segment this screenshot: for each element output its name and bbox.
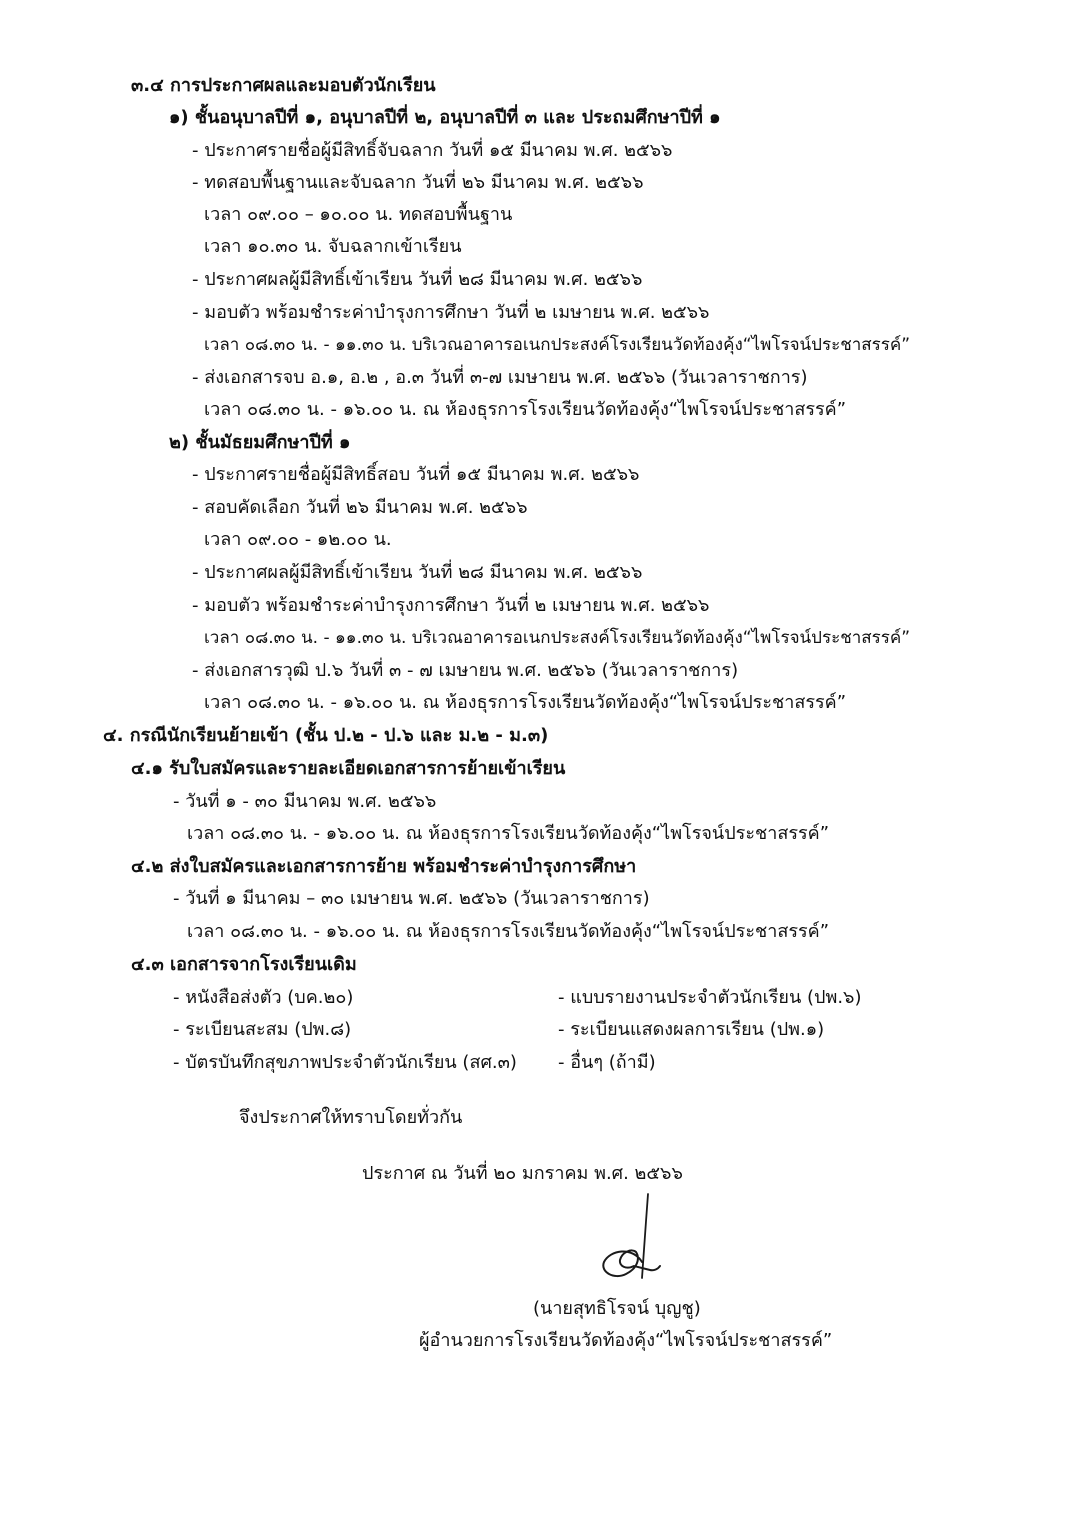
signatory-name: (นายสุทธิโรจน์ บุญชู) <box>533 1298 701 1319</box>
signatory-position: ผู้อำนวยการโรงเรียนวัดท้องคุ้ง“ไพโรจน์ประชาสรรค์” <box>419 1330 833 1351</box>
list-item: - บัตรบันทึกสุขภาพประจำตัวนักเรียน (สศ.๓) <box>173 1052 517 1073</box>
list-item: - ทดสอบพื้นฐานและจับฉลาก วันที่ ๒๖ มีนาคม พ.ศ. ๒๕๖๖ <box>192 172 644 193</box>
list-item: - วันที่ ๑ - ๓๐ มีนาคม พ.ศ. ๒๕๖๖ <box>173 791 437 812</box>
list-item: - มอบตัว พร้อมชำระค่าบำรุงการศึกษา วันที่ ๒ เมษายน พ.ศ. ๒๕๖๖ <box>192 595 710 616</box>
signature-mark <box>592 1192 662 1284</box>
section-4-1-title: ๔.๑ รับใบสมัครและรายละเอียดเอกสารการย้ายเข้าเรียน <box>131 758 566 779</box>
list-item: - หนังสือส่งตัว (บค.๒๐) <box>173 987 354 1008</box>
closing-notice: จึงประกาศให้ทราบโดยทั่วกัน <box>239 1107 463 1128</box>
section-4-2-title: ๔.๒ ส่งใบสมัครและเอกสารการย้าย พร้อมชำระค่าบำรุงการศึกษา <box>131 856 637 877</box>
list-item: เวลา ๐๘.๓๐ น. - ๑๑.๓๐ น. บริเวณอาคารอเนกประสงค์โรงเรียนวัดท้องคุ้ง“ไพโรจน์ประชาสรรค์” <box>204 335 911 355</box>
list-item: - อื่นๆ (ถ้ามี) <box>558 1052 656 1073</box>
list-item: - ประกาศรายชื่อผู้มีสิทธิ์จับฉลาก วันที่ ๑๕ มีนาคม พ.ศ. ๒๕๖๖ <box>192 140 673 161</box>
group1-title: ๑) ชั้นอนุบาลปีที่ ๑, อนุบาลปีที่ ๒, อนุบาลปีที่ ๓ และ ประถมศึกษาปีที่ ๑ <box>169 107 721 128</box>
section-3-4-title: ๓.๔ การประกาศผลและมอบตัวนักเรียน <box>131 75 436 96</box>
list-item: - วันที่ ๑ มีนาคม – ๓๐ เมษายน พ.ศ. ๒๕๖๖ (วันเวลาราชการ) <box>173 888 650 909</box>
list-item: เวลา ๐๘.๓๐ น. - ๑๖.๐๐ น. ณ ห้องธุรการโรงเรียนวัดท้องคุ้ง“ไพโรจน์ประชาสรรค์” <box>204 399 847 420</box>
list-item: - มอบตัว พร้อมชำระค่าบำรุงการศึกษา วันที่ ๒ เมษายน พ.ศ. ๒๕๖๖ <box>192 302 710 323</box>
list-item: เวลา ๐๘.๓๐ น. - ๑๖.๐๐ น. ณ ห้องธุรการโรงเรียนวัดท้องคุ้ง“ไพโรจน์ประชาสรรค์” <box>187 823 830 844</box>
list-item: - ระเบียนสะสม (ปพ.๘) <box>173 1019 352 1040</box>
list-item: เวลา ๐๙.๐๐ - ๑๒.๐๐ น. <box>204 529 392 550</box>
list-item: - ประกาศผลผู้มีสิทธิ์เข้าเรียน วันที่ ๒๘ มีนาคม พ.ศ. ๒๕๖๖ <box>192 269 643 290</box>
announcement-date: ประกาศ ณ วันที่ ๒๐ มกราคม พ.ศ. ๒๕๖๖ <box>362 1163 683 1184</box>
list-item: - ส่งเอกสารจบ อ.๑, อ.๒ , อ.๓ วันที่ ๓-๗ เมษายน พ.ศ. ๒๕๖๖ (วันเวลาราชการ) <box>192 367 808 388</box>
list-item: - ระเบียนแสดงผลการเรียน (ปพ.๑) <box>558 1019 825 1040</box>
list-item: - ประกาศผลผู้มีสิทธิ์เข้าเรียน วันที่ ๒๘ มีนาคม พ.ศ. ๒๕๖๖ <box>192 562 643 583</box>
list-item: เวลา ๐๙.๐๐ – ๑๐.๐๐ น. ทดสอบพื้นฐาน <box>204 204 513 225</box>
section-4-title: ๔. กรณีนักเรียนย้ายเข้า (ชั้น ป.๒ - ป.๖ และ ม.๒ - ม.๓) <box>103 725 549 746</box>
section-4-3-title: ๔.๓ เอกสารจากโรงเรียนเดิม <box>131 954 357 975</box>
list-item: เวลา ๐๘.๓๐ น. - ๑๖.๐๐ น. ณ ห้องธุรการโรงเรียนวัดท้องคุ้ง“ไพโรจน์ประชาสรรค์” <box>204 692 847 713</box>
list-item: - แบบรายงานประจำตัวนักเรียน (ปพ.๖) <box>558 987 862 1008</box>
group2-title: ๒) ชั้นมัธยมศึกษาปีที่ ๑ <box>169 432 351 453</box>
list-item: เวลา ๐๘.๓๐ น. - ๑๖.๐๐ น. ณ ห้องธุรการโรงเรียนวัดท้องคุ้ง“ไพโรจน์ประชาสรรค์” <box>187 921 830 942</box>
list-item: เวลา ๐๘.๓๐ น. - ๑๑.๓๐ น. บริเวณอาคารอเนกประสงค์โรงเรียนวัดท้องคุ้ง“ไพโรจน์ประชาสรรค์” <box>204 628 911 648</box>
list-item: - ส่งเอกสารวุฒิ ป.๖ วันที่ ๓ - ๗ เมษายน พ.ศ. ๒๕๖๖ (วันเวลาราชการ) <box>192 660 739 681</box>
list-item: - สอบคัดเลือก วันที่ ๒๖ มีนาคม พ.ศ. ๒๕๖๖ <box>192 497 528 518</box>
list-item: - ประกาศรายชื่อผู้มีสิทธิ์สอบ วันที่ ๑๕ มีนาคม พ.ศ. ๒๕๖๖ <box>192 464 640 485</box>
list-item: เวลา ๑๐.๓๐ น. จับฉลากเข้าเรียน <box>204 236 462 257</box>
